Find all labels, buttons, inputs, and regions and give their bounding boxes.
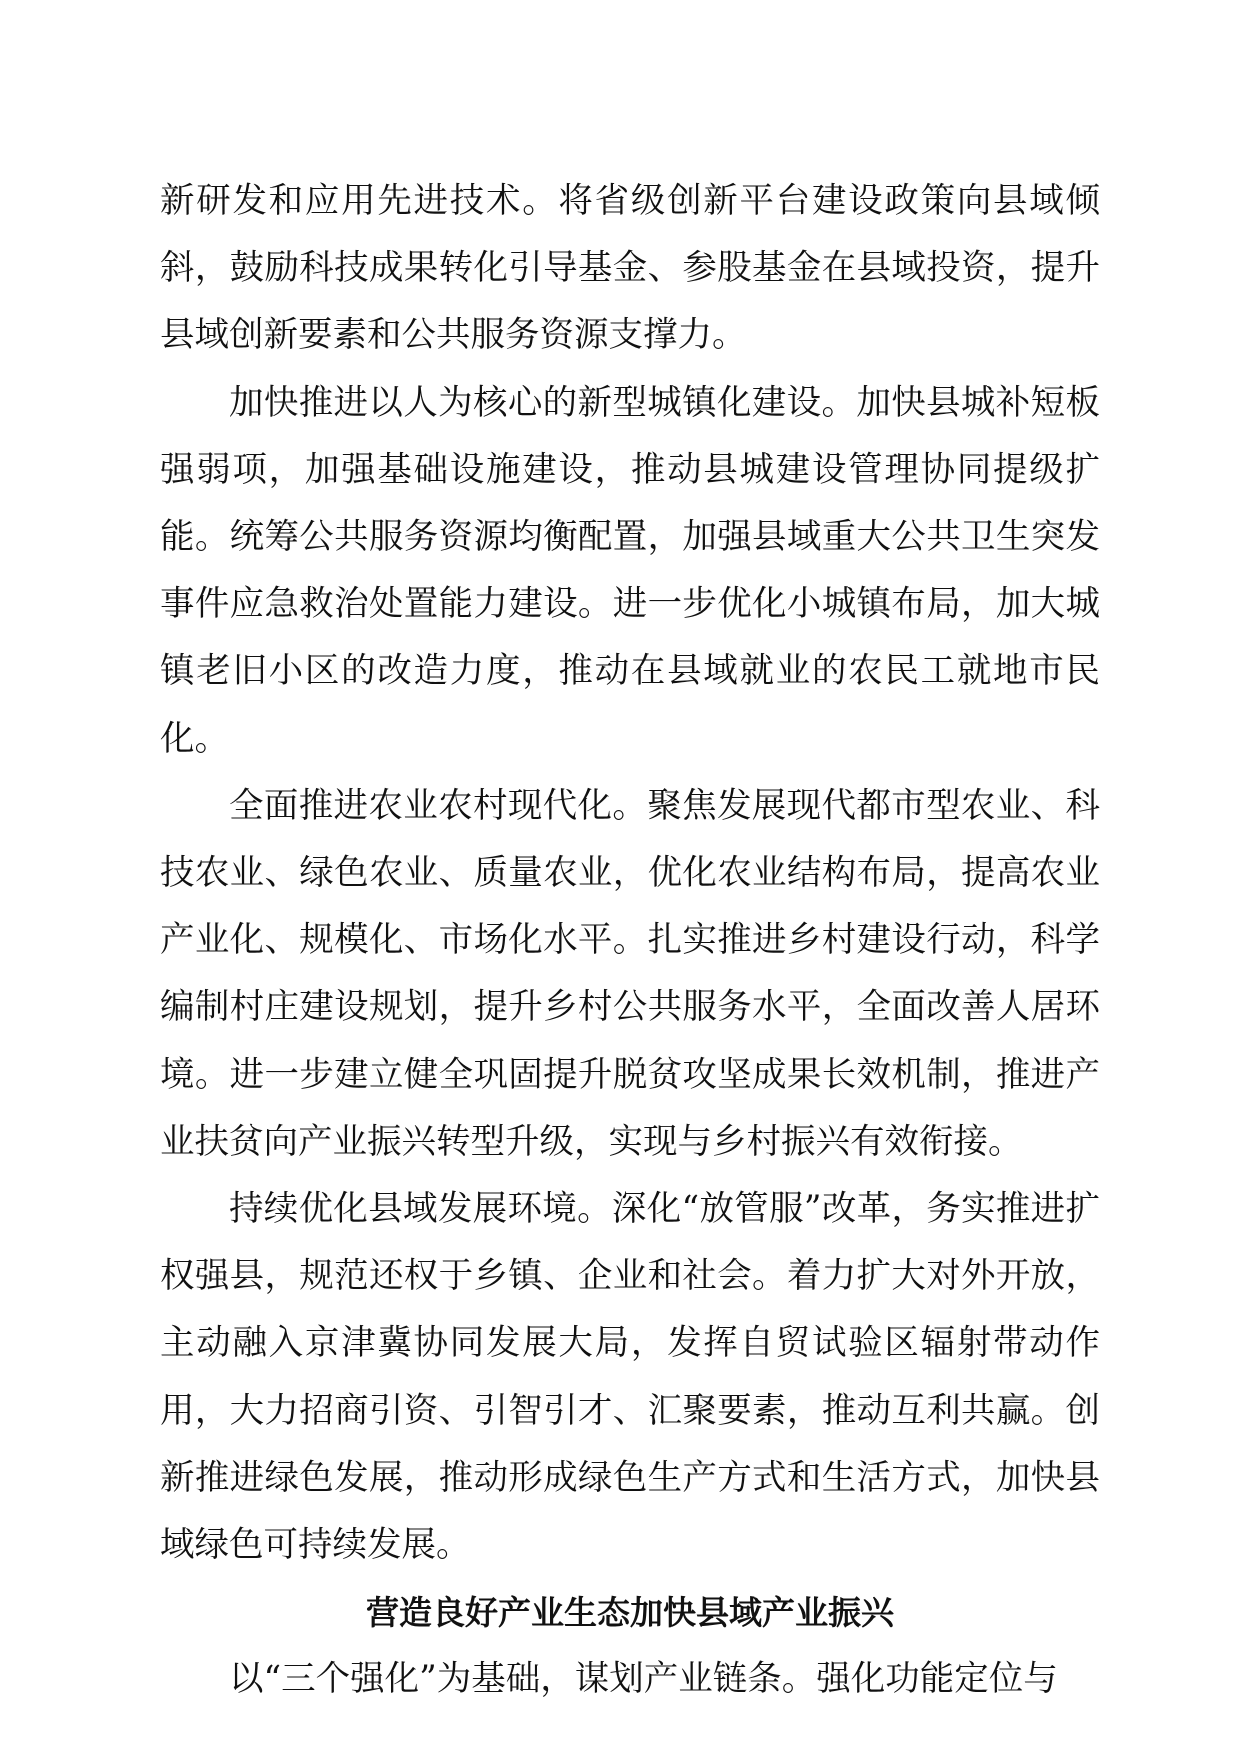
document-body [160, 168, 1100, 1714]
paragraph-industry-chain: 以“三个强化”为基础，谋划产业链条。强化功能定位与 [229, 1659, 1058, 1700]
paragraph-urbanization: 加快推进以人为核心的新型城镇化建设。加快县城补短板强弱项，加强基础设施建设，推动县城建设管理协同提级扩能。统筹公共服务资源均衡配置，加强县域重大公共卫生突发事件应急救治处置能力建设。进一步优化小城镇布局，加大城镇老旧小区的改造力度，推动在县域就业的农民工就地市民化。 [160, 382, 1100, 759]
paragraph-agriculture: 全面推进农业农村现代化。聚焦发展现代都市型农业、科技农业、绿色农业、质量农业，优化农业结构布局，提高农业产业化、规模化、市场化水平。扎实推进乡村建设行动，科学编制村庄建设规划，提升乡村公共服务水平，全面改善人居环境。进一步建立健全巩固提升脱贫攻坚成果长效机制，推进产业扶贫向产业振兴转型升级，实现与乡村振兴有效衔接。 [160, 785, 1100, 1162]
paragraph-environment: 持续优化县域发展环境。深化“放管服”改革，务实推进扩权强县，规范还权于乡镇、企业和社会。着力扩大对外开放，主动融入京津冀协同发展大局，发挥自贸试验区辐射带动作用，大力招商引资、引智引才、汇聚要素，推动互利共赢。创新推进绿色发展，推动形成绿色生产方式和生活方式，加快县域绿色可持续发展。 [160, 1189, 1100, 1566]
section-heading: 营造良好产业生态加快县域产业振兴 [366, 1593, 894, 1633]
paragraph-continuation: 新研发和应用先进技术。将省级创新平台建设政策向县域倾斜，鼓励科技成果转化引导基金、参股基金在县域投资，提升县域创新要素和公共服务资源支撑力。 [160, 181, 1100, 356]
